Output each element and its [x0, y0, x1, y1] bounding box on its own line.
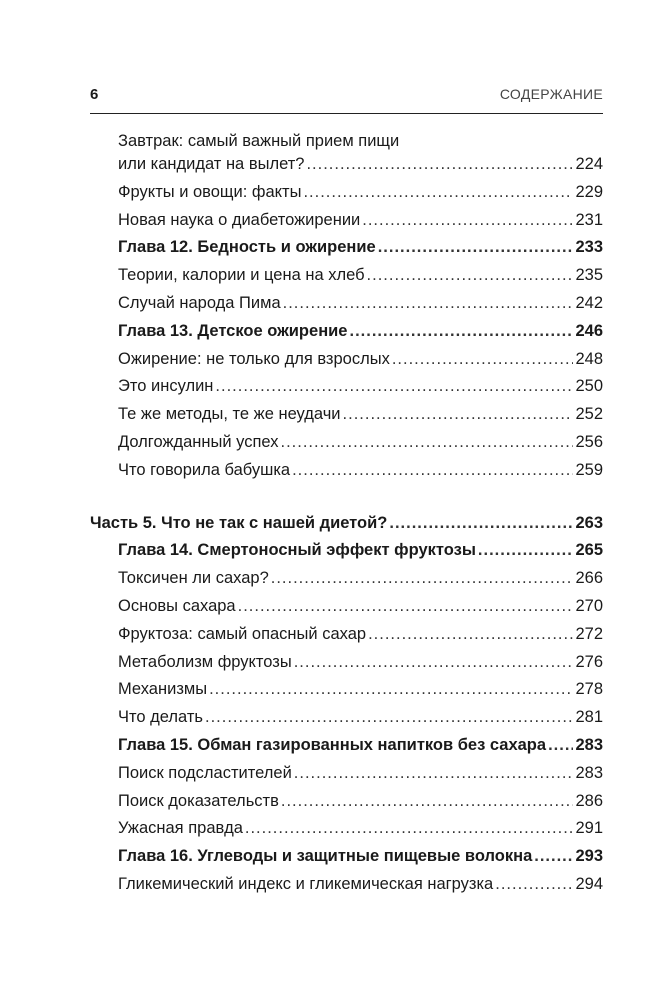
toc-entry-title: Глава 16. Углеводы и защитные пищевые волокна [118, 847, 533, 866]
toc-chapter [118, 843, 603, 869]
toc-section [118, 457, 603, 483]
dot-leader [238, 593, 574, 619]
toc-entry-title: Теории, калории и цена на хлеб [118, 266, 365, 285]
toc-section [118, 676, 603, 702]
toc-section [118, 207, 603, 233]
dot-leader [368, 621, 573, 647]
toc-entry-page: 266 [575, 569, 603, 588]
toc-entry-title: Это инсулин [118, 377, 214, 396]
page-number: 6 [90, 86, 99, 103]
toc-entry-page: 246 [575, 321, 603, 340]
toc-entry-page: 242 [575, 294, 603, 312]
toc-section [118, 262, 603, 288]
toc-section [118, 401, 603, 427]
toc-entry-page: 270 [575, 597, 603, 615]
toc-section [118, 429, 603, 455]
toc-entry-title: Глава 13. Детское ожирение [118, 321, 348, 340]
header-rule [90, 113, 603, 114]
toc-section [118, 151, 603, 177]
toc-entry-title: Метаболизм фруктозы [118, 652, 292, 671]
toc-entry-title: Ожирение: не только для взрослых [118, 349, 390, 368]
dot-leader [303, 179, 573, 205]
toc-part [90, 510, 603, 536]
toc-entry-title: Глава 14. Смертоносный эффект фруктозы [118, 541, 476, 560]
toc-entry-page: 278 [575, 680, 603, 699]
toc-chapter [118, 318, 603, 344]
dot-leader [389, 510, 573, 536]
dot-leader [343, 401, 574, 427]
toc-entry-page: 250 [575, 377, 603, 396]
toc-chapter [118, 537, 603, 563]
toc-section [118, 760, 603, 786]
toc-section [118, 179, 603, 205]
toc-entry-title: Фруктоза: самый опасный сахар [118, 624, 367, 643]
dot-leader [378, 234, 574, 260]
toc-entry-page: 283 [575, 736, 603, 754]
toc-entry-title: Что делать [118, 708, 203, 727]
toc-section [118, 815, 603, 841]
toc-entry-page: 252 [575, 405, 603, 424]
toc-section [118, 373, 603, 399]
toc-entry-title: Поиск подсластителей [118, 763, 292, 782]
dot-leader [283, 290, 574, 316]
toc-entry-title: Глава 12. Бедность и ожирение [118, 238, 376, 257]
toc-entry-page: 281 [575, 708, 603, 727]
toc-section [118, 290, 603, 316]
dot-leader [215, 373, 573, 399]
dot-leader [292, 457, 573, 483]
toc-entry-title: Основы сахара [118, 597, 236, 615]
toc-entry-page: 259 [575, 460, 603, 479]
dot-leader [209, 676, 573, 702]
toc-entry-title: Те же методы, те же неудачи [118, 405, 341, 424]
toc-entry-title: Гликемический индекс и гликемическая нагрузка [118, 875, 494, 893]
toc-entry-title: Токсичен ли сахар? [118, 569, 269, 588]
toc-entry-page: 283 [575, 763, 603, 782]
toc-entry-title: или кандидат на вылет? [118, 155, 305, 173]
toc-section [118, 649, 603, 675]
dot-leader [478, 537, 574, 563]
dot-leader [294, 760, 574, 786]
toc-chapter [118, 732, 603, 758]
toc-entry-title: Механизмы [118, 680, 208, 699]
dot-leader [548, 732, 573, 758]
toc-entry-page: 229 [575, 182, 603, 201]
toc-entry-page: 294 [575, 875, 603, 893]
dot-leader [294, 649, 574, 675]
toc-entry-page: 233 [575, 238, 603, 257]
toc-section [118, 593, 603, 619]
dot-leader [367, 262, 574, 288]
toc-section [118, 346, 603, 372]
toc-entry-title: Что говорила бабушка [118, 460, 291, 479]
dot-leader [281, 788, 574, 814]
toc-entry-page: 263 [575, 513, 603, 532]
toc-section [118, 704, 603, 730]
toc-entry-page: 265 [575, 541, 603, 560]
toc-entry-title: Глава 15. Обман газированных напитков без сахара [118, 736, 547, 754]
dot-leader [281, 429, 574, 455]
toc-entry-page: 272 [575, 624, 603, 643]
toc-entry-page: 235 [575, 266, 603, 285]
toc-entry-page: 286 [575, 791, 603, 810]
dot-leader [534, 843, 573, 869]
toc-section [118, 565, 603, 591]
toc-entry-first-line: Завтрак: самый важный прием пищи [118, 132, 400, 150]
toc-section [118, 871, 603, 897]
toc-entry-title: Случай народа Пима [118, 294, 281, 312]
dot-leader [245, 815, 574, 841]
toc-entry-title: Новая наука о диабетожирении [118, 210, 361, 229]
toc-chapter [118, 234, 603, 260]
toc-entry-page: 224 [575, 155, 603, 173]
dot-leader [362, 207, 573, 233]
toc-entry-title: Поиск доказательств [118, 791, 279, 810]
toc-entry-title: Ужасная правда [118, 819, 243, 838]
running-head: СОДЕРЖАНИЕ [499, 86, 603, 102]
dot-leader [205, 704, 573, 730]
toc-entry-page: 291 [575, 819, 603, 838]
dot-leader [306, 151, 573, 177]
toc-entry-title: Фрукты и овощи: факты [118, 182, 302, 201]
toc-entry-page: 276 [575, 652, 603, 671]
toc-entry-page: 248 [575, 349, 603, 368]
toc-section [118, 621, 603, 647]
toc-entry-page: 231 [575, 210, 603, 229]
toc-entry-title: Долгожданный успех [118, 433, 279, 451]
toc-section [118, 788, 603, 814]
dot-leader [349, 318, 573, 344]
toc-entry-page: 256 [575, 433, 603, 451]
toc-entry-page: 293 [575, 847, 603, 866]
toc-entry-title: Часть 5. Что не так с нашей диетой? [90, 513, 388, 532]
dot-leader [392, 346, 574, 372]
dot-leader [271, 565, 574, 591]
dot-leader [495, 871, 573, 897]
